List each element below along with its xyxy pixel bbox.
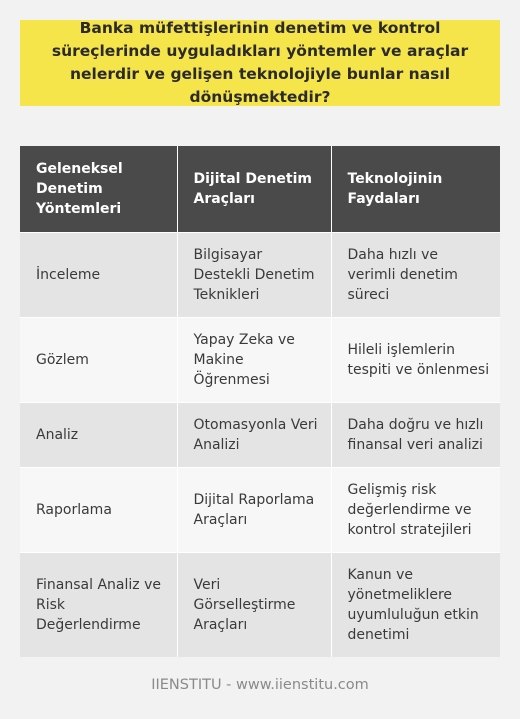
column-header-traditional-methods: Geleneksel Denetim Yöntemleri	[20, 146, 177, 232]
table-cell: Kanun ve yönetmeliklere uyumluluğun etkin denetimi	[331, 552, 500, 657]
footer-credit: IIENSTITU - www.iienstitu.com	[151, 677, 369, 693]
table-cell: Daha hızlı ve verimli denetim süreci	[331, 232, 500, 317]
table-row	[20, 317, 500, 402]
table-cell: Dijital Raporlama Araçları	[177, 467, 331, 552]
column-header-technology-benefits: Teknolojinin Faydaları	[331, 146, 500, 232]
title-banner	[20, 20, 500, 106]
table-cell: Hileli işlemlerin tespiti ve önlenmesi	[331, 317, 500, 402]
table-header-row	[20, 146, 500, 232]
table-cell: Daha doğru ve hızlı finansal veri analizi	[331, 402, 500, 467]
table-row	[20, 402, 500, 467]
table-cell: Veri Görselleştirme Araçları	[177, 552, 331, 657]
table-cell: Gelişmiş risk değerlendirme ve kontrol stratejileri	[331, 467, 500, 552]
table-cell: Finansal Analiz ve Risk Değerlendirme	[20, 552, 177, 657]
table-cell: Otomasyonla Veri Analizi	[177, 402, 331, 467]
table-row	[20, 467, 500, 552]
table-cell: Bilgisayar Destekli Denetim Teknikleri	[177, 232, 331, 317]
table-row	[20, 552, 500, 657]
table-cell: Yapay Zeka ve Makine Öğrenmesi	[177, 317, 331, 402]
table-cell: Raporlama	[20, 467, 177, 552]
table-row	[20, 232, 500, 317]
comparison-table	[20, 146, 500, 657]
page-title: Banka müfettişlerinin denetim ve kontrol süreçlerinde uyguladıkları yöntemler ve araçlar nelerdir ve gelişen teknolojiyle bunlar nasıl dönüşmektedir?	[51, 19, 469, 106]
table-cell: Analiz	[20, 402, 177, 467]
table-cell: İnceleme	[20, 232, 177, 317]
column-header-digital-tools: Dijital Denetim Araçları	[177, 146, 331, 232]
table-cell: Gözlem	[20, 317, 177, 402]
